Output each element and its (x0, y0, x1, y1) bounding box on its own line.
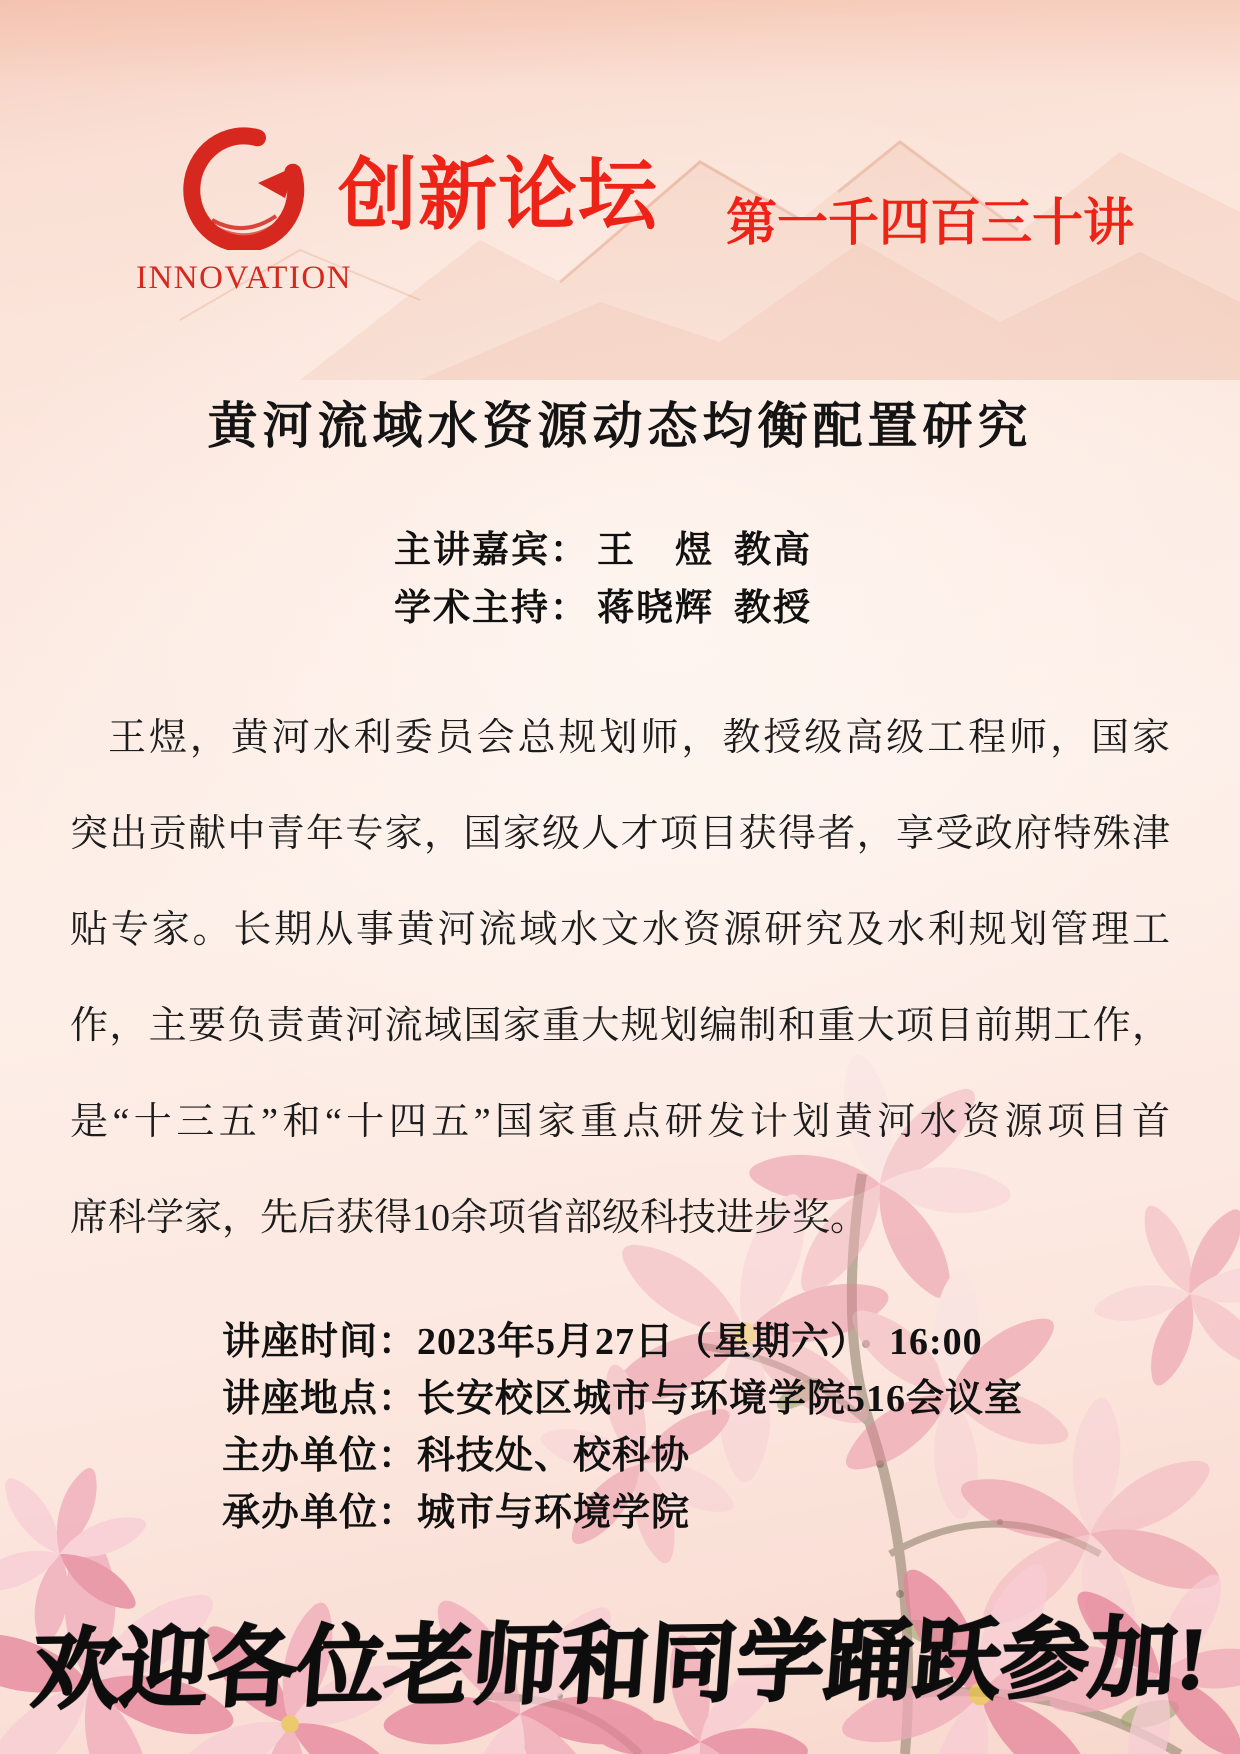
innovation-swirl-icon (174, 124, 314, 250)
bio-line: 作，主要负责黄河流域国家重大规划编制和重大项目前期工作， (70, 1005, 1170, 1047)
detail-location-label: 讲座地点： (222, 1378, 418, 1420)
bio-line: 席科学家，先后获得10余项省部级科技进步奖。 (70, 1197, 869, 1239)
lecture-details (222, 1314, 1023, 1542)
logo-text: INNOVATION (135, 260, 353, 296)
detail-location (222, 1371, 1023, 1428)
bio-line: 贴专家。长期从事黄河流域水文水资源研究及水利规划管理工 (70, 909, 1170, 951)
bio-line: 王煜，黄河水利委员会总规划师，教授级高级工程师，国家 (108, 717, 1170, 759)
speakers-block (394, 522, 812, 638)
detail-undertaker-label: 承办单位： (222, 1492, 418, 1534)
lecture-number: 第一千四百三十讲 (726, 194, 1135, 251)
detail-undertaker (222, 1485, 1023, 1542)
detail-organizer-value: 科技处、校科协 (417, 1435, 691, 1477)
innovation-logo (122, 124, 366, 297)
bio-line: 是“十三五”和“十四五”国家重点研发计划黄河水资源项目首 (70, 1101, 1170, 1143)
speaker-host-name: 蒋晓辉 (597, 588, 714, 629)
speaker-host-label: 学术主持： (394, 588, 589, 629)
speaker-host-line (394, 580, 812, 638)
detail-location-value: 长安校区城市与环境学院516会议室 (417, 1378, 1024, 1420)
speaker-guest-name: 王 煜 (597, 530, 714, 571)
detail-organizer (222, 1428, 1023, 1485)
speaker-guest-line (394, 522, 812, 580)
page-title: 黄河流域水资源动态均衡配置研究 (207, 398, 1033, 454)
detail-time-label: 讲座时间： (222, 1321, 418, 1363)
speaker-guest-label: 主讲嘉宾： (394, 530, 589, 571)
detail-organizer-label: 主办单位： (222, 1435, 418, 1477)
detail-time (222, 1314, 1023, 1371)
speaker-bio (70, 690, 1170, 1266)
detail-undertaker-value: 城市与环境学院 (417, 1492, 691, 1534)
detail-time-value: 2023年5月27日（星期六） 16:00 (417, 1321, 983, 1363)
speaker-guest-title: 教高 (734, 530, 812, 571)
welcome-message: 欢迎各位老师和同学踊跃参加! (28, 1610, 1211, 1721)
forum-title: 创新论坛 (338, 150, 658, 239)
bio-line: 突出贡献中青年专家，国家级人才项目获得者，享受政府特殊津 (70, 813, 1170, 855)
speaker-host-title: 教授 (734, 588, 812, 629)
